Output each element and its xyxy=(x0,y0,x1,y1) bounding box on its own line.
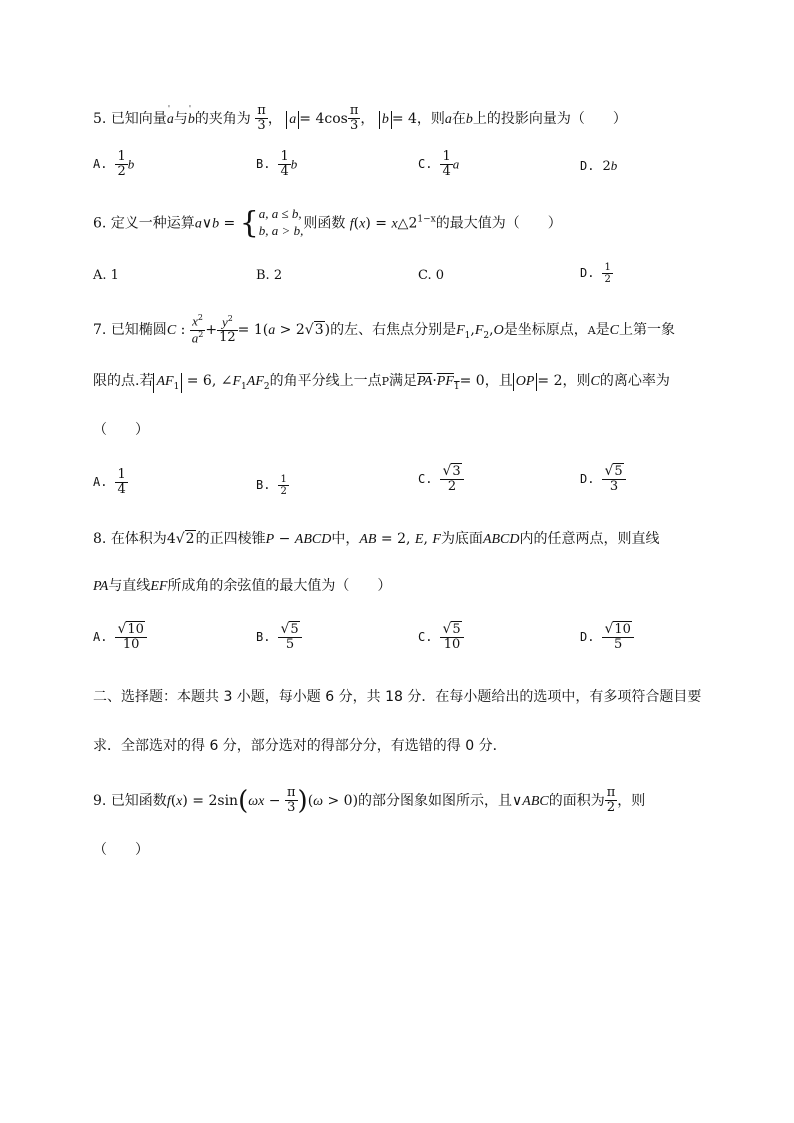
option-8c: C. $\frac{√5}{10}$ xyxy=(418,622,464,653)
option-8d: D. $\frac{√10}{5}$ xyxy=(580,622,634,653)
question-number: 6. xyxy=(93,215,107,232)
option-7a: A. $\frac{1}{4}$ xyxy=(93,467,126,498)
piecewise-definition: {a, a ≤ b, b, a > b, xyxy=(239,205,304,241)
question-number: 9. xyxy=(93,792,107,809)
option-7b: B. $\frac{1}{2}$ xyxy=(256,474,287,497)
section-2-heading-line-2: 求．全部选对的得 6 分，部分选对的得部分分，有选错的得 0 分． xyxy=(93,738,507,754)
question-9: 9. 已知函数f(x) = 2sin(ωx − $\frac{\pi}{3}$ )(ω > 0)的部分图象如图所示，且∨ABC的面积为 $\frac{\pi}{2}$ ，则 xyxy=(93,785,646,816)
abs-a: a xyxy=(286,111,299,129)
question-number: 8. xyxy=(93,531,107,547)
section-2-heading: 二、选择题：本题共 3 小题，每小题 6 分，共 18 分．在每小题给出的选项中，有多项符合题目要 xyxy=(93,689,702,705)
vector-a: a ' xyxy=(166,103,174,127)
abs-b: b xyxy=(379,111,392,129)
fraction-pi-over-3: $\frac{\pi}{3}$ xyxy=(257,103,266,134)
option-5b: B. $\frac{1}{4}$ b xyxy=(256,149,298,180)
question-7-paren: （ ） xyxy=(93,422,149,438)
option-8a: A. $\frac{√10}{10}$ xyxy=(93,622,147,653)
option-6a: A. 1 xyxy=(93,268,119,283)
option-7d: D. $\frac{√5}{3}$ xyxy=(580,464,626,495)
question-9-paren: （ ） xyxy=(93,842,149,858)
question-5: 5. 已知向量a ' 与b ' 的夹角为 $\frac{\pi}{3}$ ， a = 4cos $\frac{\pi}{3}$ ， b = 4，则a在b上的投影向量为（ ） xyxy=(93,103,627,134)
option-7c: C. $\frac{√3}{2}$ xyxy=(418,464,464,495)
option-6b: B. 2 xyxy=(256,268,283,283)
question-number: 5. xyxy=(93,110,107,127)
question-7: 7. 已知椭圆C : $\frac{x^2}{a^2}$ + $\frac{y^2}{12}$ = 1(a > 2√3)的左、右焦点分别是$F_1,F_2,O$是坐标原点，A是C上第一象 xyxy=(93,313,675,346)
question-6: 6. 定义一种运算a∨b = {a, a ≤ b, b, a > b,则函数 $f(x) = x\triangle 2^{1-x}$的最大值为（ ） xyxy=(93,205,562,241)
question-8-line-2: PA与直线EF所成角的余弦值的最大值为（ ） xyxy=(93,578,392,594)
option-5a: A. $\frac{1}{2}$ b xyxy=(93,149,135,180)
option-6c: C. 0 xyxy=(418,268,445,283)
question-7-line-2: 限的点.若 $AF_1 = 6$, $\angle F_1AF_2$的角平分线上一点P满足$\overline{PA}\cdot PF_1= 0$，且 OP = 2，则C的离心率为 xyxy=(93,373,670,392)
option-5d: D. 2b xyxy=(580,158,618,174)
question-number: 7. xyxy=(93,322,107,339)
question-8: 8. 在体积为4√2的正四棱锥P − ABCD中，AB = 2, E, F为底面ABCD内的任意两点，则直线 xyxy=(93,531,660,547)
option-5c: C. $\frac{1}{4}$ a xyxy=(418,149,460,180)
option-6d: D. $\frac{1}{2}$ xyxy=(580,262,611,285)
option-8b: B. $\frac{√5}{5}$ xyxy=(256,622,302,653)
vector-b: b ' xyxy=(187,103,195,127)
